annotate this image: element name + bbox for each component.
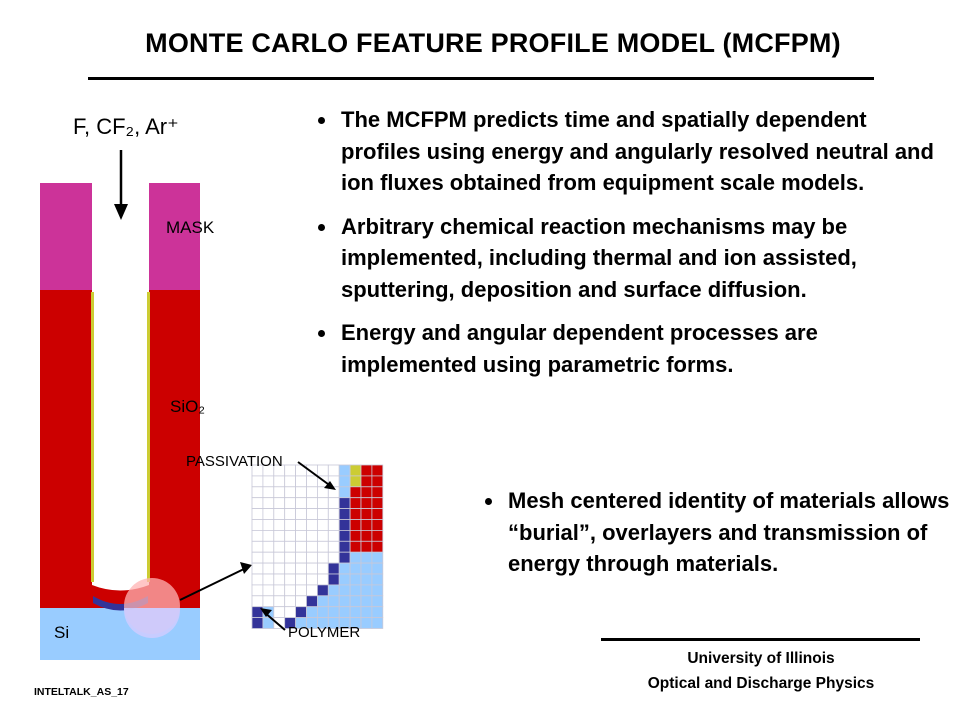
mesh-cell bbox=[274, 530, 285, 541]
mesh-cell bbox=[372, 487, 383, 498]
si-label: Si bbox=[54, 623, 70, 642]
mesh-cell bbox=[317, 541, 328, 552]
mesh-cell bbox=[372, 520, 383, 531]
mesh-cell bbox=[307, 607, 318, 618]
mask-left bbox=[40, 183, 92, 290]
mesh-cell bbox=[317, 585, 328, 596]
mesh-cell bbox=[372, 465, 383, 476]
mesh-cell bbox=[263, 541, 274, 552]
mesh-cell bbox=[372, 618, 383, 629]
flux-arrowhead bbox=[114, 204, 128, 220]
mesh-cell bbox=[328, 607, 339, 618]
mesh-cell bbox=[339, 498, 350, 509]
mesh-cell bbox=[361, 509, 372, 520]
mesh-cell bbox=[361, 552, 372, 563]
passivation-right-wall bbox=[147, 292, 150, 582]
mesh-cell bbox=[263, 530, 274, 541]
mesh-cell bbox=[317, 552, 328, 563]
mesh-cell bbox=[285, 541, 296, 552]
mesh-cell bbox=[252, 476, 263, 487]
mesh-cell bbox=[263, 596, 274, 607]
mesh-cell bbox=[285, 498, 296, 509]
mesh-cell bbox=[361, 618, 372, 629]
mesh-cell bbox=[328, 585, 339, 596]
mesh-cell bbox=[350, 596, 361, 607]
mesh-cell bbox=[372, 541, 383, 552]
mesh-cell bbox=[307, 476, 318, 487]
mesh-cell bbox=[361, 476, 372, 487]
mesh-cell bbox=[339, 520, 350, 531]
mesh-cell bbox=[372, 585, 383, 596]
footer-rule bbox=[601, 638, 920, 641]
mesh-cell bbox=[252, 585, 263, 596]
mesh-cell bbox=[339, 487, 350, 498]
mesh-cell bbox=[307, 574, 318, 585]
mesh-cell bbox=[307, 530, 318, 541]
mesh-cell bbox=[350, 563, 361, 574]
mesh-cell bbox=[372, 574, 383, 585]
mesh-cell bbox=[285, 487, 296, 498]
mesh-cell bbox=[328, 498, 339, 509]
mesh-cell bbox=[274, 487, 285, 498]
mesh-cell bbox=[361, 530, 372, 541]
mesh-cell bbox=[274, 563, 285, 574]
mesh-cell bbox=[285, 530, 296, 541]
mesh-cell bbox=[328, 574, 339, 585]
mesh-cell bbox=[296, 509, 307, 520]
polymer-label: POLYMER bbox=[288, 624, 361, 641]
mesh-cell bbox=[252, 618, 263, 629]
mesh-cell bbox=[350, 465, 361, 476]
mesh-cell bbox=[361, 541, 372, 552]
mesh-cell bbox=[361, 487, 372, 498]
mesh-cell bbox=[372, 530, 383, 541]
mesh-cell bbox=[361, 585, 372, 596]
mesh-cell bbox=[274, 552, 285, 563]
mesh-inset bbox=[252, 465, 383, 629]
mesh-cell bbox=[285, 520, 296, 531]
bullet-dot-icon bbox=[485, 498, 492, 505]
sio2-label: SiO₂ bbox=[170, 397, 205, 416]
mesh-cell bbox=[252, 541, 263, 552]
mesh-cell bbox=[350, 530, 361, 541]
mesh-cell bbox=[372, 509, 383, 520]
mesh-cell bbox=[339, 563, 350, 574]
mesh-cell bbox=[285, 596, 296, 607]
mesh-cell bbox=[350, 585, 361, 596]
mesh-cell bbox=[274, 585, 285, 596]
mesh-cell bbox=[350, 509, 361, 520]
mesh-cell bbox=[317, 530, 328, 541]
mesh-cell bbox=[274, 509, 285, 520]
mesh-cell bbox=[317, 465, 328, 476]
mesh-cell bbox=[307, 552, 318, 563]
mesh-cell bbox=[372, 552, 383, 563]
mesh-cell bbox=[372, 596, 383, 607]
mesh-cell bbox=[339, 596, 350, 607]
bullet-text: Energy and angular dependent processes are implemented using parametric forms. bbox=[341, 320, 818, 377]
passivation-left-wall bbox=[91, 292, 94, 582]
mesh-cell bbox=[252, 530, 263, 541]
mesh-cell bbox=[285, 509, 296, 520]
mesh-cell bbox=[339, 585, 350, 596]
mesh-cell bbox=[307, 509, 318, 520]
mesh-cell bbox=[328, 563, 339, 574]
mesh-cell bbox=[328, 509, 339, 520]
mesh-cell bbox=[339, 530, 350, 541]
mesh-cell bbox=[252, 563, 263, 574]
bullet-text: The MCFPM predicts time and spatially dependent profiles using energy and angularly resolved neutral and ion fluxes obtained from equipment scale models. bbox=[341, 107, 934, 195]
mesh-cell bbox=[317, 596, 328, 607]
mesh-cell bbox=[339, 541, 350, 552]
mesh-cell bbox=[274, 498, 285, 509]
mesh-cell bbox=[317, 498, 328, 509]
bullet-item-mesh bbox=[482, 485, 958, 580]
mesh-cell bbox=[296, 585, 307, 596]
mesh-cell bbox=[361, 574, 372, 585]
mesh-cell bbox=[350, 487, 361, 498]
mesh-cell bbox=[252, 574, 263, 585]
mesh-cell bbox=[285, 552, 296, 563]
mesh-cell bbox=[339, 476, 350, 487]
bullet-text: Arbitrary chemical reaction mechanisms may be implemented, including thermal and ion assisted, sputtering, deposition and surface diffusion. bbox=[341, 213, 857, 302]
bullet-item bbox=[315, 211, 945, 306]
footer-group: Optical and Discharge Physics bbox=[647, 675, 875, 692]
mesh-cell bbox=[350, 552, 361, 563]
mesh-cell bbox=[350, 476, 361, 487]
mesh-cell bbox=[285, 563, 296, 574]
mesh-cell bbox=[307, 498, 318, 509]
mesh-cell bbox=[328, 530, 339, 541]
mesh-cell bbox=[339, 574, 350, 585]
mesh-cell bbox=[263, 552, 274, 563]
mesh-cell bbox=[317, 607, 328, 618]
mesh-cell bbox=[274, 541, 285, 552]
mesh-cell bbox=[252, 520, 263, 531]
mesh-cell bbox=[285, 476, 296, 487]
mesh-cell bbox=[285, 574, 296, 585]
mesh-cell bbox=[307, 596, 318, 607]
slide-tag: INTELTALK_AS_17 bbox=[34, 686, 129, 698]
mesh-cell bbox=[317, 520, 328, 531]
mesh-cell bbox=[307, 541, 318, 552]
mesh-cell bbox=[361, 465, 372, 476]
sio2-left bbox=[40, 290, 92, 608]
bullet-item bbox=[315, 104, 945, 199]
mesh-cell bbox=[328, 596, 339, 607]
mesh-cell bbox=[252, 552, 263, 563]
mesh-cell bbox=[296, 530, 307, 541]
mesh-cell bbox=[307, 520, 318, 531]
mesh-cell bbox=[350, 520, 361, 531]
mesh-cell bbox=[296, 552, 307, 563]
mesh-cell bbox=[285, 465, 296, 476]
mesh-cell bbox=[296, 476, 307, 487]
mesh-cell bbox=[307, 563, 318, 574]
mesh-cell bbox=[350, 607, 361, 618]
mesh-cell bbox=[274, 574, 285, 585]
bullet-item bbox=[315, 317, 945, 380]
mesh-cell bbox=[339, 552, 350, 563]
mesh-cell bbox=[307, 585, 318, 596]
mesh-cell bbox=[285, 585, 296, 596]
mesh-cell bbox=[328, 465, 339, 476]
mesh-cell bbox=[339, 607, 350, 618]
passivation-label: PASSIVATION bbox=[186, 453, 283, 470]
mesh-cell bbox=[263, 487, 274, 498]
mesh-cell bbox=[328, 552, 339, 563]
mesh-cell bbox=[274, 476, 285, 487]
mesh-cell bbox=[296, 607, 307, 618]
mesh-cell bbox=[274, 596, 285, 607]
bullet-dot-icon bbox=[318, 330, 325, 337]
bullet-dot-icon bbox=[318, 224, 325, 231]
mask-label: MASK bbox=[166, 218, 215, 237]
mesh-cell bbox=[296, 487, 307, 498]
mesh-cell bbox=[328, 520, 339, 531]
mesh-cell bbox=[372, 476, 383, 487]
mesh-cell bbox=[361, 498, 372, 509]
mesh-cell bbox=[296, 574, 307, 585]
mesh-cell bbox=[317, 574, 328, 585]
sio2-right bbox=[149, 290, 200, 608]
mesh-cell bbox=[372, 498, 383, 509]
mesh-cell bbox=[296, 541, 307, 552]
mesh-cell bbox=[252, 487, 263, 498]
mesh-cell bbox=[263, 563, 274, 574]
mesh-cell bbox=[317, 509, 328, 520]
mesh-cell bbox=[361, 563, 372, 574]
mesh-cell bbox=[372, 563, 383, 574]
mesh-cell bbox=[339, 509, 350, 520]
mesh-cell bbox=[361, 607, 372, 618]
mesh-cell bbox=[307, 487, 318, 498]
mesh-cell bbox=[263, 585, 274, 596]
mesh-cell bbox=[263, 520, 274, 531]
mesh-cell bbox=[296, 596, 307, 607]
mesh-cell bbox=[263, 476, 274, 487]
mesh-cell bbox=[274, 607, 285, 618]
mesh-cell bbox=[263, 574, 274, 585]
zoom-arrowhead bbox=[240, 562, 252, 574]
mesh-cell bbox=[350, 498, 361, 509]
bullet-list bbox=[315, 104, 945, 392]
mesh-cell bbox=[296, 563, 307, 574]
mesh-cell bbox=[328, 541, 339, 552]
mesh-cell bbox=[361, 520, 372, 531]
mesh-cell bbox=[350, 541, 361, 552]
mesh-cell bbox=[252, 596, 263, 607]
mesh-cell bbox=[350, 574, 361, 585]
bullet-dot-icon bbox=[318, 117, 325, 124]
mesh-cell bbox=[285, 607, 296, 618]
mesh-cell bbox=[263, 498, 274, 509]
mesh-cell bbox=[361, 596, 372, 607]
mesh-cell bbox=[317, 563, 328, 574]
mesh-cell bbox=[252, 509, 263, 520]
mesh-cell bbox=[296, 520, 307, 531]
bullet-text: Mesh centered identity of materials allows “burial”, overlayers and transmission of energy through materials. bbox=[508, 488, 950, 576]
mesh-cell bbox=[372, 607, 383, 618]
footer-university: University of Illinois bbox=[687, 650, 835, 667]
mesh-cell bbox=[296, 498, 307, 509]
mesh-cell bbox=[252, 498, 263, 509]
slide-title: MONTE CARLO FEATURE PROFILE MODEL (MCFPM) bbox=[145, 28, 841, 58]
mesh-cell bbox=[274, 520, 285, 531]
mesh-cell bbox=[263, 509, 274, 520]
mesh-cell bbox=[339, 465, 350, 476]
flux-label: F, CF₂, Ar⁺ bbox=[73, 114, 179, 139]
